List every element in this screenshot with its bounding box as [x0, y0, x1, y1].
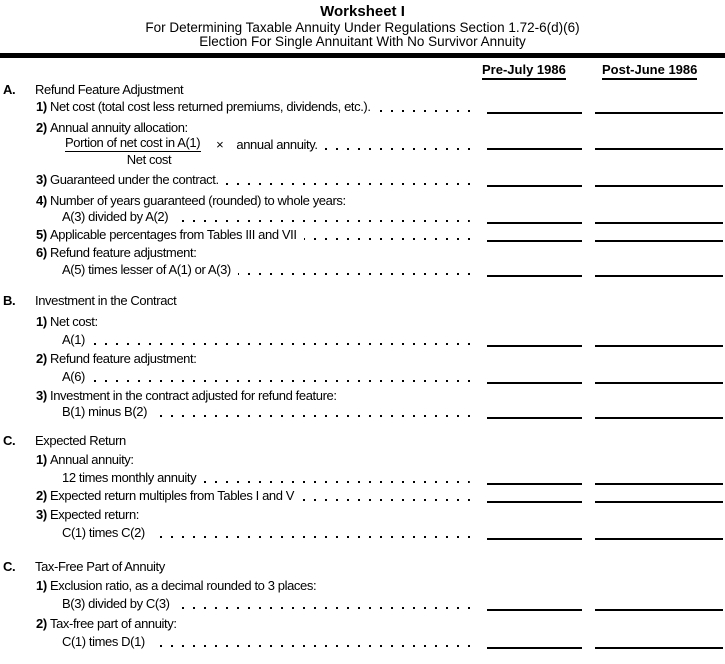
sub-text: C(1) times C(2) — [62, 525, 145, 540]
answer-line-pre-july — [487, 112, 582, 114]
item-text: Net cost: — [50, 314, 98, 329]
column-header-post-june: Post-June 1986 — [602, 62, 697, 80]
answer-line-post-june — [595, 222, 723, 224]
dot-leader — [152, 527, 470, 540]
row-b1 — [0, 314, 725, 329]
section-a-header — [0, 82, 725, 97]
answer-line-pre-july — [487, 609, 582, 611]
item-text: Annual annuity: — [50, 452, 134, 467]
header-rule — [0, 53, 725, 58]
answer-line-post-june — [595, 345, 723, 347]
row-b3-sub — [0, 404, 725, 419]
answer-line-post-june — [595, 647, 723, 649]
section-letter: C. — [3, 433, 16, 448]
item-text: Expected return multiples from Tables I and V — [50, 488, 295, 503]
item-number: 1) — [36, 578, 47, 593]
row-d1 — [0, 578, 725, 593]
row-a6-sub — [0, 262, 725, 277]
sub-text: A(3) divided by A(2) — [62, 209, 169, 224]
item-number: 2) — [36, 616, 47, 631]
row-a2-fraction — [0, 135, 725, 150]
row-c3 — [0, 507, 725, 522]
fraction-denominator: Net cost — [126, 152, 172, 167]
item-text: Refund feature adjustment: — [50, 245, 197, 260]
item-number: 1) — [36, 452, 47, 467]
answer-line-pre-july — [487, 148, 582, 150]
item-number: 6) — [36, 245, 47, 260]
row-a6 — [0, 245, 725, 260]
sub-text: A(6) — [62, 369, 85, 384]
row-a2-denominator — [0, 152, 725, 167]
item-number: 4) — [36, 193, 47, 208]
item-text: Annual annuity allocation: — [50, 120, 188, 135]
sub-text: A(5) times lesser of A(1) or A(3) — [62, 262, 231, 277]
item-text: Tax-free part of annuity: — [50, 616, 177, 631]
item-text: Number of years guaranteed (rounded) to whole years: — [50, 193, 346, 208]
answer-line-post-june — [595, 538, 723, 540]
item-text: Refund feature adjustment: — [50, 351, 197, 366]
sub-text: 12 times monthly annuity — [62, 470, 197, 485]
answer-line-post-june — [595, 112, 723, 114]
answer-line-pre-july — [487, 501, 582, 503]
answer-line-post-june — [595, 275, 723, 277]
item-number: 3) — [36, 507, 47, 522]
answer-line-post-june — [595, 609, 723, 611]
dot-leader — [226, 174, 470, 187]
dot-leader — [238, 264, 470, 277]
row-b2-sub — [0, 369, 725, 384]
answer-line-post-june — [595, 382, 723, 384]
answer-line-pre-july — [487, 345, 582, 347]
answer-line-pre-july — [487, 185, 582, 187]
subtitle-line-2: Election For Single Annuitant With No Survivor Annuity — [199, 34, 526, 49]
item-number: 3) — [36, 172, 47, 187]
row-a4-sub — [0, 209, 725, 224]
section-title: Tax-Free Part of Annuity — [35, 559, 165, 574]
dot-leader — [378, 101, 470, 114]
item-number: 2) — [36, 488, 47, 503]
answer-line-pre-july — [487, 417, 582, 419]
section-c-header — [0, 433, 725, 448]
section-letter: A. — [3, 82, 16, 97]
row-c1 — [0, 452, 725, 467]
dot-leader — [304, 229, 470, 242]
row-a3 — [0, 172, 725, 187]
item-text: Guaranteed under the contract. — [50, 172, 219, 187]
row-b1-sub — [0, 332, 725, 347]
row-d2 — [0, 616, 725, 631]
item-number: 5) — [36, 227, 47, 242]
dot-leader — [325, 139, 470, 152]
answer-line-post-june — [595, 148, 723, 150]
item-text: Net cost (total cost less returned premiums, dividends, etc.). — [50, 99, 371, 114]
answer-line-pre-july — [487, 275, 582, 277]
row-b3 — [0, 388, 725, 403]
answer-line-pre-july — [487, 222, 582, 224]
answer-line-post-june — [595, 240, 723, 242]
sub-text: B(3) divided by C(3) — [62, 596, 170, 611]
dot-leader — [92, 334, 470, 347]
dot-leader — [301, 490, 470, 503]
item-text: Exclusion ratio, as a decimal rounded to 3 places: — [50, 578, 317, 593]
item-text: annual annuity. — [236, 137, 318, 152]
section-d-header — [0, 559, 725, 574]
column-header-pre-july: Pre-July 1986 — [482, 62, 566, 80]
row-c2 — [0, 488, 725, 503]
row-a4 — [0, 193, 725, 208]
row-a1 — [0, 99, 725, 114]
item-number: 2) — [36, 120, 47, 135]
subtitle-line-1: For Determining Taxable Annuity Under Regulations Section 1.72-6(d)(6) — [145, 20, 580, 35]
section-letter: B. — [3, 293, 16, 308]
dot-leader — [154, 406, 470, 419]
item-text: Investment in the contract adjusted for refund feature: — [50, 388, 337, 403]
row-a2 — [0, 120, 725, 135]
item-number: 1) — [36, 314, 47, 329]
answer-line-pre-july — [487, 382, 582, 384]
section-title: Refund Feature Adjustment — [35, 82, 184, 97]
section-title: Expected Return — [35, 433, 126, 448]
answer-line-post-june — [595, 417, 723, 419]
dot-leader — [92, 371, 470, 384]
item-number: 3) — [36, 388, 47, 403]
sub-text: C(1) times D(1) — [62, 634, 145, 649]
row-c1-sub — [0, 470, 725, 485]
answer-line-post-june — [595, 185, 723, 187]
row-d2-sub — [0, 634, 725, 649]
section-b-header — [0, 293, 725, 308]
row-a5 — [0, 227, 725, 242]
dot-leader — [203, 472, 470, 485]
worksheet-title: Worksheet I — [320, 3, 405, 20]
row-c3-sub — [0, 525, 725, 540]
multiply-sign: × — [216, 137, 224, 152]
item-text: Expected return: — [50, 507, 139, 522]
answer-line-post-june — [595, 501, 723, 503]
section-title: Investment in the Contract — [35, 293, 177, 308]
answer-line-post-june — [595, 483, 723, 485]
dot-leader — [152, 636, 470, 649]
row-d1-sub — [0, 596, 725, 611]
sub-text: A(1) — [62, 332, 85, 347]
answer-line-pre-july — [487, 538, 582, 540]
fraction-numerator: Portion of net cost in A(1) — [65, 135, 201, 150]
item-text: Applicable percentages from Tables III and VII — [50, 227, 297, 242]
answer-line-pre-july — [487, 483, 582, 485]
item-number: 2) — [36, 351, 47, 366]
answer-line-pre-july — [487, 240, 582, 242]
row-b2 — [0, 351, 725, 366]
item-number: 1) — [36, 99, 47, 114]
dot-leader — [175, 211, 470, 224]
sub-text: B(1) minus B(2) — [62, 404, 148, 419]
section-letter: C. — [3, 559, 16, 574]
answer-line-pre-july — [487, 647, 582, 649]
dot-leader — [177, 598, 470, 611]
